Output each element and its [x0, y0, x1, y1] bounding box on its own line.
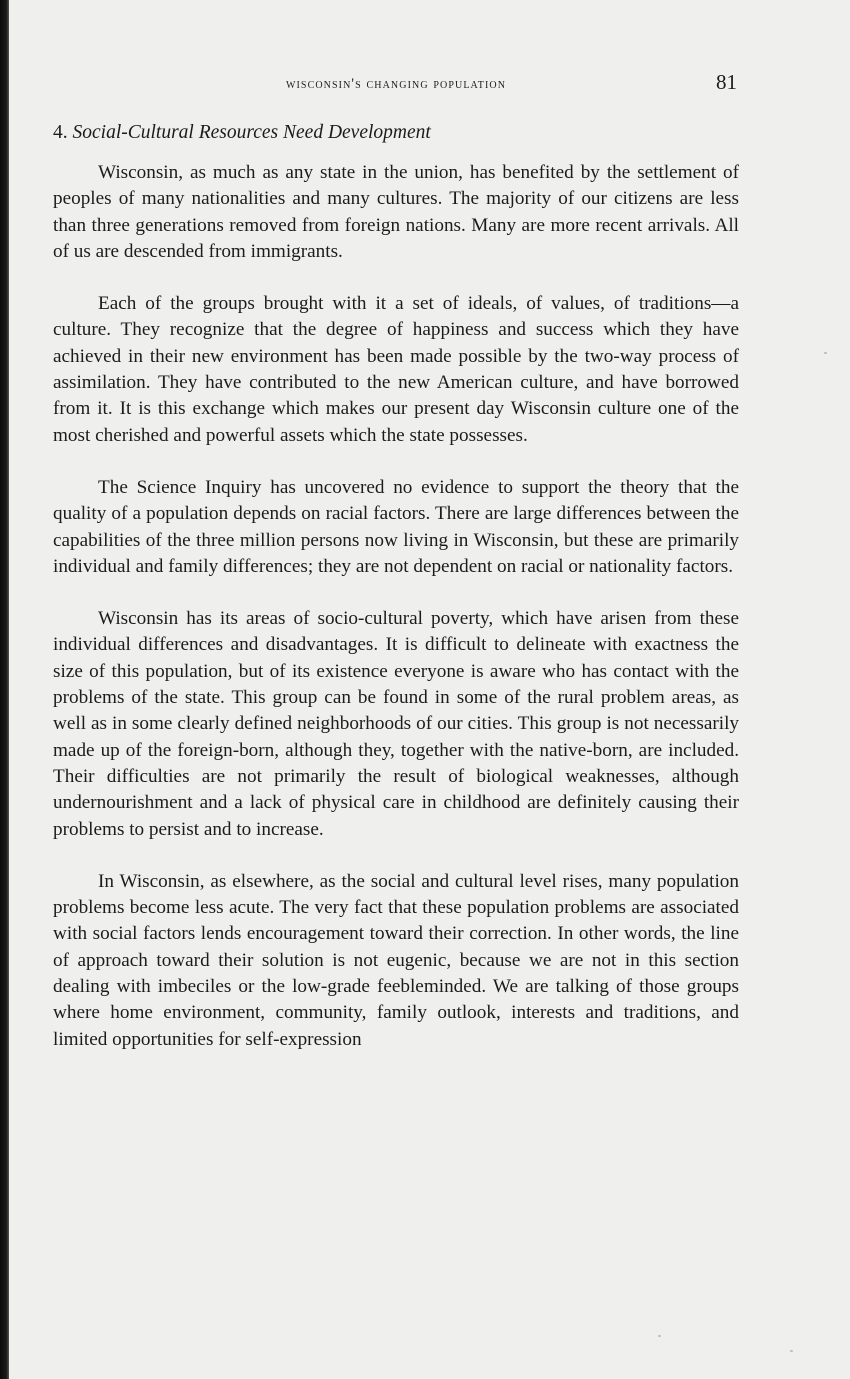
page-number: 81 [716, 70, 737, 94]
paper-speck [658, 1335, 661, 1337]
section-heading [53, 120, 739, 146]
section-number: 4. [53, 122, 68, 143]
paragraph-socio-cultural-poverty: Wisconsin has its areas of socio-cultural poverty, which have arisen from these individual differences and disadvantages. It is difficult to delineate with exactness the size of this population, but of its existence everyone is aware who has contact with the problems of the state. This group can be found in some of the rural problem areas, as well as in some clearly defined neighborhoods of our cities. This group is not necessarily made up of the foreign-born, although they, together with the native-born, are included. Their difficulties are not primarily the result of biological weaknesses, although undernourishment and a lack of physical care in childhood are definitely causing their problems to persist and to increase. [53, 608, 739, 840]
paper-speck [824, 352, 827, 354]
paragraph-social-level: In Wisconsin, as elsewhere, as the social and cultural level rises, many population problems become less acute. The very fact that these population problems are associated with social factors lends encouragement toward their correction. In other words, the line of approach toward their solution is not eugenic, because we are not in this section dealing with imbeciles or the low-grade feebleminded. We are talking of those groups where home environment, community, family outlook, interests and traditions, and limited opportunities for self-expression [53, 870, 739, 1050]
paragraph-immigrants: Wisconsin, as much as any state in the union, has benefited by the settlement of peoples of many nationalities and many cultures. The majority of our citizens are less than three generations removed from foreign nations. Many are more recent arrivals. All of us are descended from immigrants. [53, 162, 739, 262]
section-title: Social-Cultural Resources Need Development [72, 122, 431, 143]
paragraph-science-inquiry: The Science Inquiry has uncovered no evidence to support the theory that the quality of a population depends on racial factors. There are large differences between the capabilities of the three million persons now living in Wisconsin, but these are primarily individual and family differences; they are not dependent on racial or nationality factors. [53, 476, 739, 577]
paper-speck [790, 1350, 793, 1352]
running-title: wisconsin's changing population [285, 76, 507, 92]
book-page [53, 70, 739, 1053]
running-header [53, 70, 739, 102]
paragraph-assimilation: Each of the groups brought with it a set of ideals, of values, of traditions—a culture. They recognize that the degree of happiness and success which they have achieved in their new environment has been made possible by the two-way process of assimilation. They have contributed to the new American culture, and have borrowed from it. It is this exchange which makes our present day Wisconsin culture one of the most cherished and powerful assets which the state possesses. [53, 293, 739, 446]
page-binding-edge [0, 0, 9, 1379]
